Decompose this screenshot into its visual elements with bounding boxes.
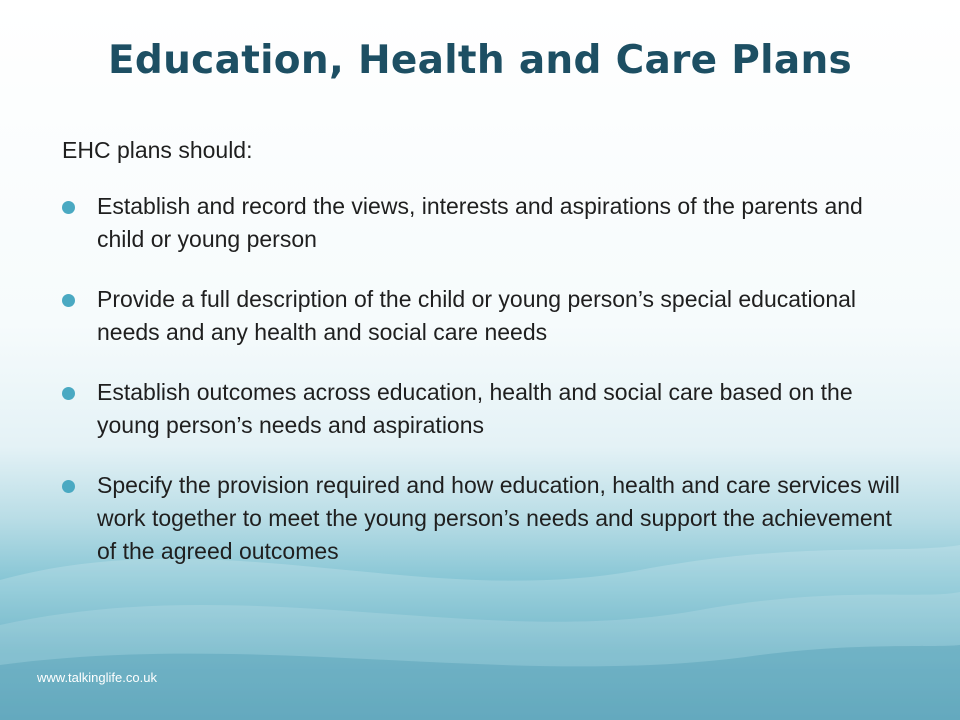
bullet-dot-icon bbox=[62, 294, 75, 307]
bullet-item bbox=[60, 283, 900, 349]
bullet-item bbox=[60, 376, 900, 442]
bullet-item bbox=[60, 190, 900, 256]
bullet-text: Provide a full description of the child or young person’s special educational needs and any health and social care needs bbox=[97, 286, 857, 345]
bullet-dot-icon bbox=[62, 387, 75, 400]
slide-title: Education, Health and Care Plans bbox=[107, 38, 853, 83]
bullet-text: Specify the provision required and how education, health and care services will work together to meet the young person’s needs and support the achievement of the agreed outcomes bbox=[97, 472, 900, 564]
bullet-item bbox=[60, 469, 900, 568]
intro-text: EHC plans should: bbox=[62, 137, 253, 163]
bullet-list bbox=[60, 190, 900, 595]
bullet-dot-icon bbox=[62, 480, 75, 493]
footer-url: www.talkinglife.co.uk bbox=[37, 670, 157, 685]
bullet-text: Establish outcomes across education, health and social care based on the young person’s needs and aspirations bbox=[97, 379, 853, 438]
bullet-text: Establish and record the views, interests and aspirations of the parents and child or young person bbox=[97, 193, 863, 252]
bullet-dot-icon bbox=[62, 201, 75, 214]
